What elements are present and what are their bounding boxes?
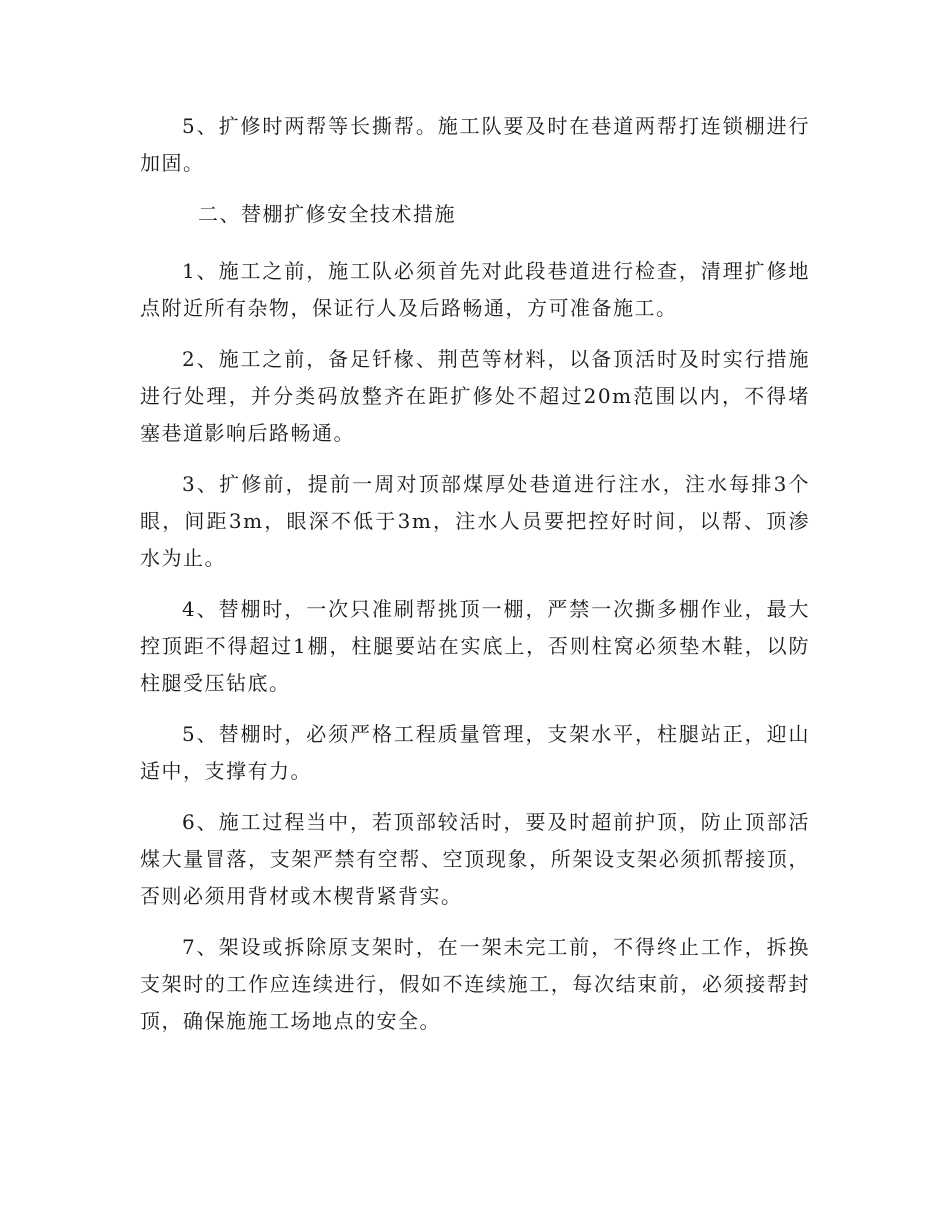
paragraph-item-6: 6、施工过程当中，若顶部较活时，要及时超前护顶，防止顶部活煤大量冒落，支架严禁有空帮、空顶现象，所架设支架必须抓帮接顶，否则必须用背材或木楔背紧背实。 bbox=[140, 810, 810, 908]
section-heading: 二、替棚扩修安全技术措施 bbox=[198, 202, 456, 226]
paragraph-item-3: 3、扩修前，提前一周对顶部煤厚处巷道进行注水，注水每排3个眼，间距3m，眼深不低于3m，注水人员要把控好时间，以帮、顶渗水为止。 bbox=[140, 472, 810, 570]
paragraph-item-5: 5、替棚时，必须严格工程质量管理，支架水平，柱腿站正，迎山适中，支撑有力。 bbox=[140, 722, 810, 783]
document-body bbox=[140, 108, 810, 1054]
paragraph-item-1: 1、施工之前，施工队必须首先对此段巷道进行检查，清理扩修地点附近所有杂物，保证行人及后路畅通，方可准备施工。 bbox=[140, 259, 810, 320]
paragraph-item-5-reinforcement: 5、扩修时两帮等长撕帮。施工队要及时在巷道两帮打连锁棚进行加固。 bbox=[140, 114, 810, 175]
paragraph-item-2: 2、施工之前，备足钎椽、荆芭等材料，以备顶活时及时实行措施进行处理，并分类码放整齐在距扩修处不超过20m范围以内，不得堵塞巷道影响后路畅通。 bbox=[140, 347, 810, 445]
paragraph-item-7: 7、架设或拆除原支架时，在一架未完工前，不得终止工作，拆换支架时的工作应连续进行，假如不连续施工，每次结束前，必须接帮封顶，确保施施工场地点的安全。 bbox=[140, 935, 810, 1033]
paragraph-item-4: 4、替棚时，一次只准刷帮挑顶一棚，严禁一次撕多棚作业，最大控顶距不得超过1棚，柱腿要站在实底上，否则柱窝必须垫木鞋，以防柱腿受压钻底。 bbox=[140, 597, 810, 695]
